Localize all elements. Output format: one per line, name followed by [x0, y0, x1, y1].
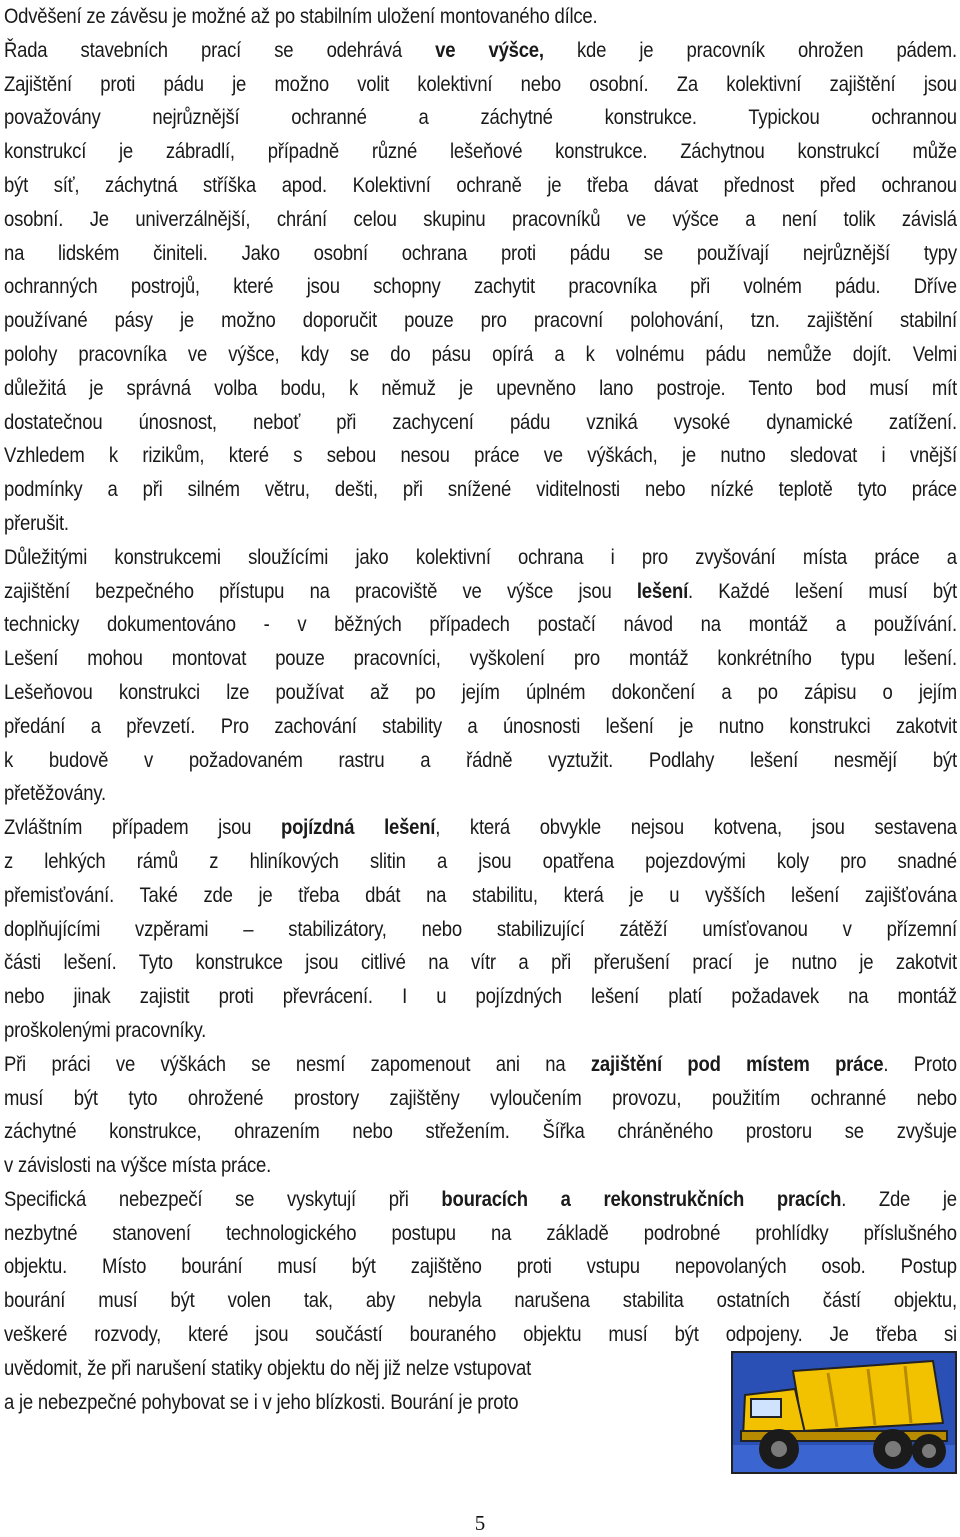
text-line	[4, 34, 957, 68]
text-line	[4, 507, 957, 541]
text-span: polohy pracovníka ve výšce, kdy se do pásu opírá a k volnému pádu nemůže dojít. Velmi	[4, 341, 957, 366]
text-span: přetěžovány.	[4, 781, 106, 806]
text-span: a je nebezpečné pohybovat se i v jeho blízkosti. Bourání je proto	[4, 1389, 519, 1414]
text-line	[4, 1352, 714, 1386]
text-span: Lešeňovou konstrukci lze používat až po jejím úplném dokončení a po zápisu o jejím	[4, 679, 957, 704]
text-line	[4, 1082, 957, 1116]
text-span: ochranných postrojů, které jsou schopny zachytit pracovníka při volném pádu. Dříve	[4, 274, 957, 299]
text-line	[4, 541, 957, 575]
text-line	[4, 473, 957, 507]
text-line	[4, 1183, 957, 1217]
text-line	[4, 845, 957, 879]
text-line	[4, 338, 957, 372]
text-line	[4, 811, 957, 845]
text-line	[4, 135, 957, 169]
text-span: části lešení. Tyto konstrukce jsou citlivé na vítr a při přerušení prací je nutno je zakotvit	[4, 950, 957, 975]
text-line	[4, 710, 957, 744]
text-line	[4, 777, 957, 811]
text-span: uvědomit, že při narušení statiky objektu do něj již nelze vstupovat	[4, 1355, 532, 1380]
text-line	[4, 68, 957, 102]
text-line	[4, 676, 957, 710]
text-line	[4, 406, 957, 440]
text-span: Odvěšení ze závěsu je možné až po stabilním uložení montovaného dílce.	[4, 4, 598, 28]
text-span: Vzhledem k rizikům, které s sebou nesou práce ve výškách, je nutno sledovat i vnější	[4, 443, 957, 468]
text-span: konstrukcí je zábradlí, případně různé lešeňové konstrukce. Záchytnou konstrukcí může	[4, 139, 957, 164]
text-line	[4, 1318, 957, 1352]
text-span: musí být tyto ohrožené prostory zajištěny vyloučením provozu, použitím ochranné nebo	[4, 1085, 957, 1110]
text-span: . Zde je	[841, 1186, 957, 1211]
text-span: Lešení mohou montovat pouze pracovníci, vyškolení pro montáž konkrétního typu lešení.	[4, 646, 957, 671]
text-span: podmínky a při silném větru, dešti, při snížené viditelnosti nebo nízké teplotě tyto práce	[4, 477, 957, 502]
text-span: používané pásy je možno doporučit pouze pro pracovní polohování, tzn. zajištění stabilní	[4, 308, 957, 333]
text-span: proškolenými pracovníky.	[4, 1017, 207, 1042]
text-span: objektu. Místo bourání musí být zajištěno proti vstupu nepovolaných osob. Postup	[4, 1254, 957, 1279]
text-line	[4, 0, 957, 34]
text-span: považovány nejrůznější ochranné a záchytné konstrukce. Typickou ochrannou	[4, 105, 957, 130]
text-line	[4, 1048, 957, 1082]
text-span: kde je pracovník ohrožen pádem.	[543, 37, 957, 62]
text-span: přemisťování. Také zde je třeba dbát na stabilitu, která je u vyšších lešení zajišťována	[4, 882, 957, 907]
text-span: bourání musí být volen tak, aby nebyla narušena stabilita ostatních částí objektu,	[4, 1288, 957, 1313]
text-span: předání a převzetí. Pro zachování stability a únosnosti lešení je nutno konstrukci zakotvit	[4, 713, 957, 738]
text-span: nebo jinak zajistit proti převrácení. I u pojízdných lešení platí požadavek na montáž	[4, 984, 957, 1009]
bold-text: ve výšce,	[435, 37, 544, 62]
bold-text: zajištění pod místem práce	[590, 1051, 884, 1076]
text-line	[4, 744, 957, 778]
text-span: . Proto	[883, 1051, 957, 1076]
text-span: k budově v požadovaném rastru a řádně vyztužit. Podlahy lešení nesmějí být	[4, 747, 957, 772]
text-span: dostatečnou únosnost, neboť při zachycení pádu vzniká vysoké dynamické zatížení.	[4, 409, 957, 434]
text-line	[4, 946, 957, 980]
bold-text: bouracích a rekonstrukčních pracích	[441, 1186, 842, 1211]
text-span: důležitá je správná volba bodu, k němuž je upevněno lano postroje. Tento bod musí mít	[4, 375, 957, 400]
text-span: Zvláštním případem jsou	[4, 815, 282, 840]
text-line	[4, 879, 957, 913]
text-span: záchytné konstrukce, ohrazením nebo střežením. Šířka chráněného prostoru se zvyšuje	[4, 1119, 957, 1144]
bold-text: lešení	[636, 578, 688, 603]
text-span: Specifická nebezpečí se vyskytují při	[4, 1186, 442, 1211]
text-line	[4, 372, 957, 406]
text-span: Důležitými konstrukcemi sloužícími jako kolektivní ochrana i pro zvyšování místa práce a	[4, 544, 957, 569]
text-span: osobní. Je univerzálnější, chrání celou skupinu pracovníků ve výšce a není tolik závislá	[4, 206, 957, 231]
text-span: doplňujícími vzpěrami – stabilizátory, nebo stabilizující zátěží umísťovanou v přízemní	[4, 916, 957, 941]
text-span: nezbytné stanovení technologického postupu na základě podrobné prohlídky příslušného	[4, 1220, 957, 1245]
text-line	[4, 1149, 957, 1183]
text-line	[4, 608, 957, 642]
text-line	[4, 203, 957, 237]
text-line	[4, 304, 957, 338]
page-number: 5	[474, 1511, 486, 1535]
text-span: zajištění bezpečného přístupu na pracoviště ve výšce jsou	[4, 578, 637, 603]
text-line	[4, 1014, 957, 1048]
dump-truck-illustration	[731, 1351, 957, 1474]
text-span: Při práci ve výškách se nesmí zapomenout ani na	[4, 1051, 591, 1076]
text-line	[4, 237, 957, 271]
text-line	[4, 101, 957, 135]
text-span: Řada stavebních prací se odehrává	[4, 37, 436, 62]
text-span: technicky dokumentováno - v běžných případech postačí návod na montáž a používání.	[4, 612, 957, 637]
text-line	[4, 1250, 957, 1284]
dump-truck-icon	[733, 1353, 955, 1472]
text-line	[4, 439, 957, 473]
text-line	[4, 1284, 957, 1318]
text-line	[4, 913, 957, 947]
document-body	[4, 0, 957, 1419]
text-line	[4, 980, 957, 1014]
text-span: přerušit.	[4, 510, 69, 535]
text-span: , která obvykle nejsou kotvena, jsou sestavena	[435, 815, 957, 840]
text-span: v závislosti na výšce místa práce.	[4, 1153, 272, 1178]
text-span: z lehkých rámů z hliníkových slitin a jsou opatřena pojezdovými koly pro snadné	[4, 848, 957, 873]
text-line	[4, 270, 957, 304]
text-span: na lidském činiteli. Jako osobní ochrana proti pádu se používají nejrůznější typy	[4, 240, 957, 265]
text-line	[4, 642, 957, 676]
text-line	[4, 1115, 957, 1149]
text-line	[4, 1217, 957, 1251]
text-line	[4, 575, 957, 609]
text-span: Zajištění proti pádu je možno volit kolektivní nebo osobní. Za kolektivní zajištění jsou	[4, 71, 957, 96]
text-line	[4, 169, 957, 203]
text-span: veškeré rozvody, které jsou součástí bouraného objektu musí být odpojeny. Je třeba si	[4, 1322, 957, 1347]
bold-text: pojízdná lešení	[281, 815, 436, 840]
text-span: . Každé lešení musí být	[687, 578, 957, 603]
text-span: být síť, záchytná stříška apod. Kolektivní ochraně je třeba dávat přednost před ochranou	[4, 172, 957, 197]
text-line	[4, 1386, 714, 1420]
